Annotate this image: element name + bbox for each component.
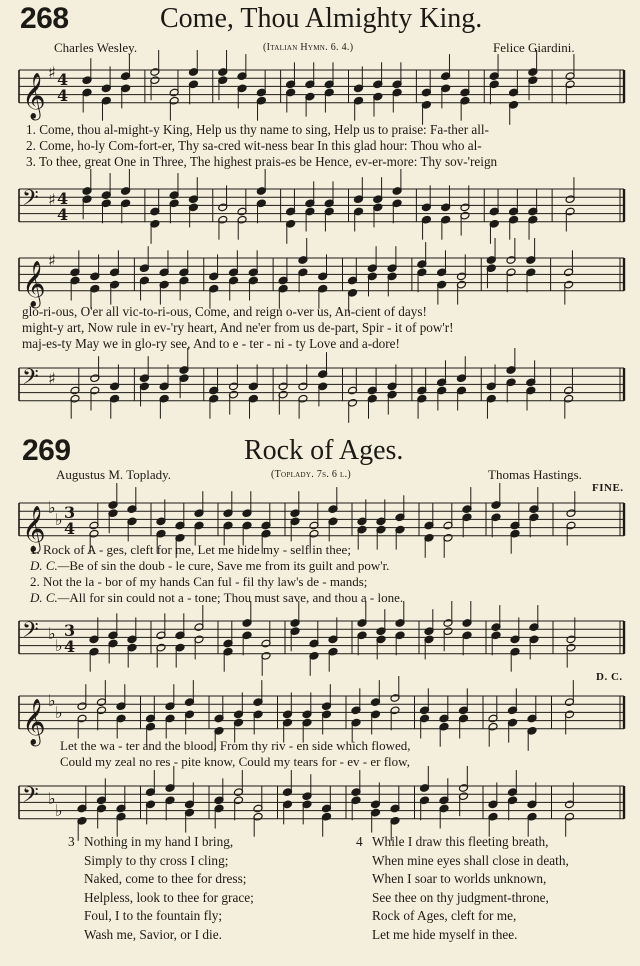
lyric-line	[30, 558, 403, 574]
lyrics-block	[26, 122, 497, 170]
music-staff-system	[0, 62, 640, 122]
flat-icon: ♭	[55, 636, 63, 655]
flat-icon: ♭	[55, 510, 63, 529]
treble-clef-icon: 𝄞	[22, 260, 46, 307]
lyric-line: Could my zeal no res - pite know, Could my tears for - ev - er flow,	[60, 754, 410, 769]
lyric-line	[30, 574, 403, 590]
lyrics-block	[22, 304, 454, 352]
lyric-line: Let the wa - ter and the blood, From thy riv - en side which flowed,	[60, 738, 411, 753]
music-staff-system	[0, 613, 640, 673]
hymn-tune: (Italian Hymn. 6. 4.)	[263, 42, 354, 53]
sharp-icon: ♯	[48, 369, 56, 388]
lyric-text: Be of sin the doub - le cure, Save me from its guilt and pow'r.	[69, 558, 390, 573]
hymn-composer: Felice Giardini.	[493, 40, 575, 55]
treble-clef-icon: 𝄞	[22, 72, 46, 119]
time-signature-bottom: 4	[57, 205, 69, 224]
lyric-line: maj-es-ty May we in glo-ry see, And to e - ter - ni - ty Love and a-dore!	[22, 336, 400, 351]
time-signature-bottom: 4	[57, 86, 69, 105]
lyric-text: 1. Rock of A - ges, cleft for me, Let me hide my - self in thee;	[30, 542, 351, 557]
bass-clef-icon: 𝄢	[22, 186, 39, 216]
hymn-tune: (Toplady. 7s. 6 l.)	[271, 469, 352, 480]
stanza-number: 3	[68, 834, 75, 849]
stanza-line: When mine eyes shall close in death,	[372, 852, 569, 868]
lyric-text: All for sin could not a - tone; Thou must save, and thou a - lone.	[69, 590, 404, 605]
stanza-line: Wash me, Savior, or I die.	[84, 926, 222, 942]
time-signature-top: 4	[57, 189, 69, 208]
treble-clef-icon: 𝄞	[22, 698, 46, 745]
dc-prefix: D. C.—	[30, 558, 70, 573]
stanza-line: When I soar to worlds unknown,	[372, 871, 547, 887]
lyric-text: 2. Not the la - bor of my hands Can ful - fil thy law's de - mands;	[30, 574, 368, 589]
hymn-composer: Thomas Hastings.	[488, 467, 582, 482]
dc-marking: D. C.	[596, 671, 623, 683]
sharp-icon: ♯	[48, 190, 56, 209]
flat-icon: ♭	[48, 789, 56, 808]
hymn-number: 269	[22, 434, 71, 467]
dc-prefix: D. C.—	[30, 590, 70, 605]
bass-clef-icon: 𝄢	[22, 783, 39, 813]
sharp-icon: ♯	[48, 63, 56, 82]
lyric-line: 1. Come, thou al-might-y King, Help us thy name to sing, Help us to praise: Fa-ther all-	[26, 122, 489, 137]
stanza-line: Let me hide myself in thee.	[372, 926, 518, 942]
lyrics-block	[60, 738, 411, 770]
lyric-line: 2. Come, ho-ly Com-fort-er, Thy sa-cred wit-ness bear In this glad hour: Thou who al-	[26, 138, 482, 153]
lyric-line	[30, 590, 403, 606]
hymn-title: Come, Thou Almighty King.	[160, 3, 483, 34]
hymn-author: Charles Wesley.	[54, 40, 138, 55]
flat-icon: ♭	[48, 691, 56, 710]
lyric-line: 3. To thee, great One in Three, The highest prais-es be Hence, ev-er-more: Thy sov-'reign	[26, 154, 498, 169]
time-signature-top: 3	[64, 503, 76, 522]
hymn-title: Rock of Ages.	[244, 435, 404, 466]
stanza-text: While I draw this fleeting breath,	[372, 834, 549, 849]
flat-icon: ♭	[55, 801, 63, 820]
music-staff-system	[0, 360, 640, 420]
stanza-line: Helpless, look to thee for grace;	[84, 889, 254, 905]
time-signature-bottom: 4	[64, 637, 76, 656]
stanza-line: Foul, I to the fountain fly;	[84, 908, 223, 924]
music-staff-system	[0, 181, 640, 241]
music-staff-system	[0, 250, 640, 310]
lyric-line	[30, 542, 403, 558]
stanza-text: Nothing in my hand I bring,	[84, 834, 234, 849]
stanza-line: Naked, come to thee for dress;	[84, 871, 247, 887]
hymn-number: 268	[20, 2, 69, 35]
time-signature-top: 4	[57, 70, 69, 89]
flat-icon: ♭	[48, 498, 56, 517]
time-signature-bottom: 4	[64, 519, 76, 538]
hymn-author: Augustus M. Toplady.	[56, 467, 172, 482]
sharp-icon: ♯	[48, 251, 56, 270]
fine-marking: FINE.	[592, 482, 624, 494]
bass-clef-icon: 𝄢	[22, 365, 39, 395]
time-signature-top: 3	[64, 621, 76, 640]
lyric-line: glo-ri-ous, O'er all vic-to-ri-ous, Come, and reign o-ver us, An-cient of days!	[22, 304, 427, 319]
stanza-4	[356, 833, 569, 945]
stanza-line	[356, 833, 569, 852]
treble-clef-icon: 𝄞	[22, 505, 46, 552]
stanza-number: 4	[356, 834, 363, 849]
stanza-line: Rock of Ages, cleft for me,	[372, 908, 517, 924]
bass-clef-icon: 𝄢	[22, 618, 39, 648]
stanza-line: Simply to thy cross I cling;	[84, 852, 229, 868]
lyrics-block	[30, 542, 403, 606]
stanza-line: See thee on thy judgment-throne,	[372, 889, 549, 905]
stanza-3	[68, 833, 254, 945]
flat-icon: ♭	[48, 624, 56, 643]
music-staff-system	[0, 778, 640, 838]
lyric-line: might-y art, Now rule in ev-'ry heart, And ne'er from us de-part, Spir - it of pow'r!	[22, 320, 454, 335]
flat-icon: ♭	[55, 703, 63, 722]
stanza-line	[68, 833, 254, 852]
